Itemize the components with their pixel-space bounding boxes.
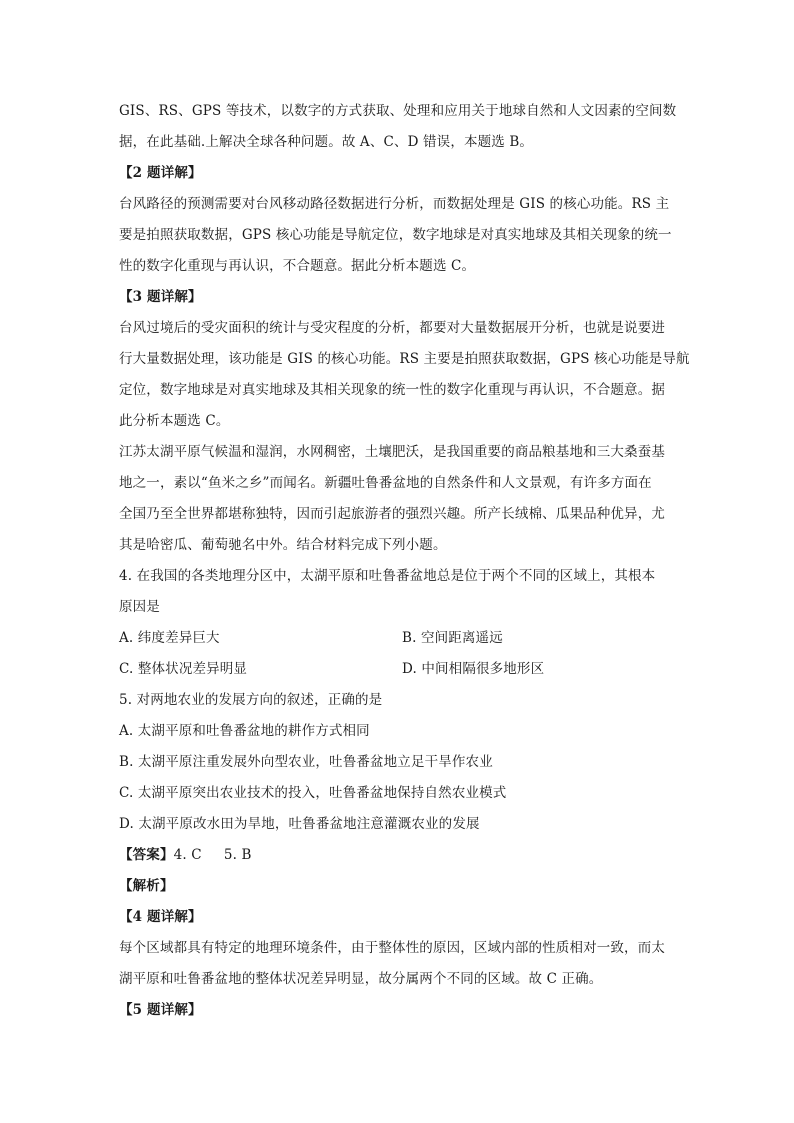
text-line: 定位，数字地球是对真实地球及其相关现象的统一性的数字化重现与再认识，不合题意。据 [119,382,665,398]
section-heading: 【5 题详解】 [119,1002,202,1018]
material-line: 地之一，素以“鱼米之乡”而闻名。新疆吐鲁番盆地的自然条件和人文景观，有许多方面在 [119,475,652,491]
analysis-heading: 【解析】 [119,878,174,894]
option-b: B. 空间距离遥远 [402,630,503,646]
question-5-stem: 5. 对两地农业的发展方向的叙述，正确的是 [119,692,383,708]
material-line: 全国乃至全世界都堪称独特，因而引起旅游者的强烈兴趣。所产长绒棉、瓜果品种优异，尤 [119,506,665,522]
text-line: 性的数字化重现与再认识，不合题意。据此分析本题选 C。 [119,258,476,274]
text-line: 此分析本题选 C。 [119,413,230,429]
material-line: 其是哈密瓜、葡萄驰名中外。结合材料完成下列小题。 [119,537,447,553]
material-line: 江苏太湖平原气候温和湿润，水网稠密，土壤肥沃，是我国重要的商品粮基地和三大桑蚕基 [119,444,665,460]
text-line: 据，在此基础.上解决全球各种问题。故 A、C、D 错误，本题选 B。 [119,134,534,150]
section-heading: 【4 题详解】 [119,909,202,925]
option-c: C. 整体状况差异明显 [119,661,248,677]
answer-label: 【答案】 [119,847,174,863]
text-line: 要是拍照获取数据，GPS 核心功能是导航定位，数字地球是对真实地球及其相关现象的统一 [119,227,672,243]
option-c: C. 太湖平原突出农业技术的投入，吐鲁番盆地保持自然农业模式 [119,785,507,801]
text-line: 行大量数据处理，该功能是 GIS 的核心功能。RS 主要是拍照获取数据，GPS 核心功能是导航 [119,351,690,367]
text-line: 湖平原和吐鲁番盆地的整体状况差异明显，故分属两个不同的区域。故 C 正确。 [119,971,603,987]
answer-text: 4. C 5. B [173,847,252,863]
option-a: A. 太湖平原和吐鲁番盆地的耕作方式相同 [119,723,370,739]
answer-line [119,845,252,865]
option-b: B. 太湖平原注重发展外向型农业，吐鲁番盆地立足干旱作农业 [119,754,493,770]
option-d: D. 太湖平原改水田为旱地，吐鲁番盆地注意灌溉农业的发展 [119,816,480,832]
option-a: A. 纬度差异巨大 [119,630,220,646]
question-4-stem: 原因是 [119,599,160,615]
text-line: 台风路径的预测需要对台风移动路径数据进行分析，而数据处理是 GIS 的核心功能。RS 主 [119,196,670,212]
text-line: GIS、RS、GPS 等技术，以数字的方式获取、处理和应用关于地球自然和人文因素的空间数 [119,103,677,119]
option-d: D. 中间相隔很多地形区 [402,661,545,677]
text-line: 每个区域都具有特定的地理环境条件，由于整体性的原因，区域内部的性质相对一致，而太 [119,940,665,956]
question-4-stem: 4. 在我国的各类地理分区中，太湖平原和吐鲁番盆地总是位于两个不同的区域上，其根本 [119,568,656,584]
section-heading: 【3 题详解】 [119,289,202,305]
section-heading: 【2 题详解】 [119,165,202,181]
text-line: 台风过境后的受灾面积的统计与受灾程度的分析，都要对大量数据展开分析，也就是说要进 [119,320,665,336]
